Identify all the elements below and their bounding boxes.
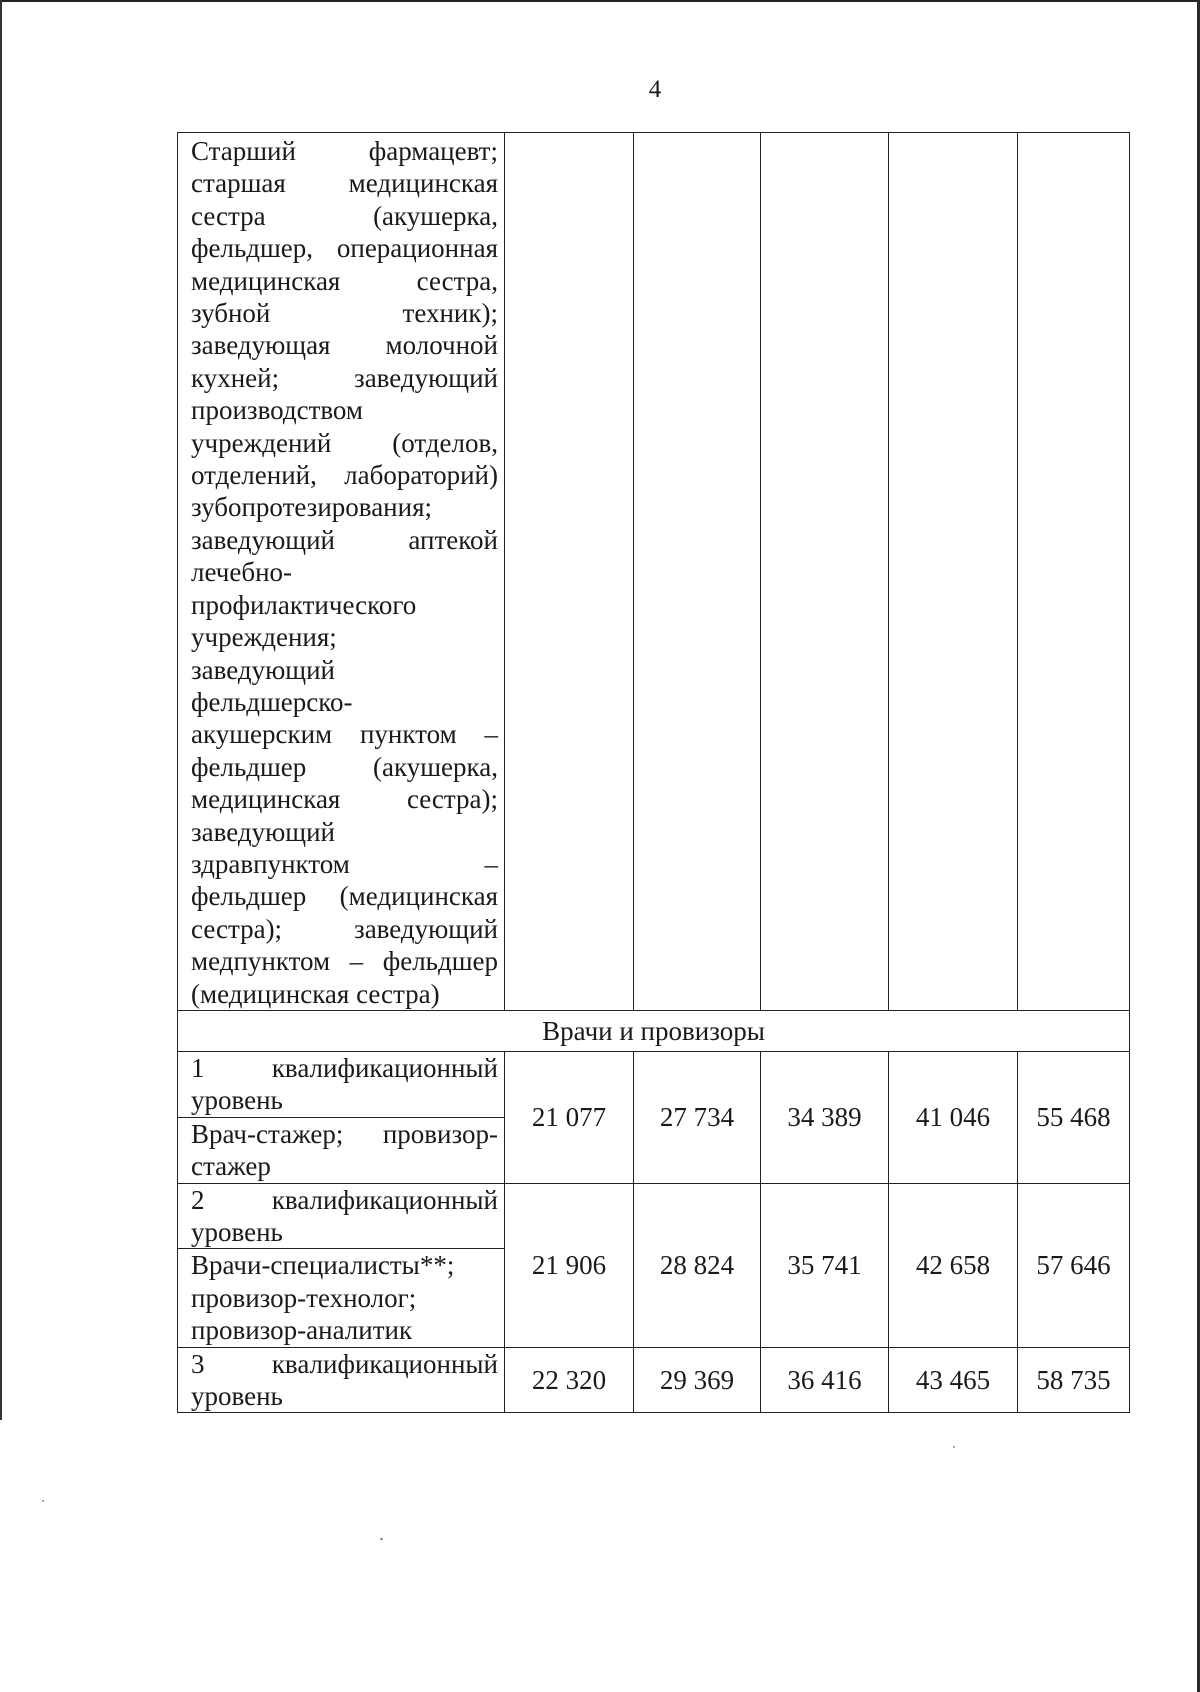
level-3-value-1: 22 320: [505, 1347, 634, 1413]
scan-speck: [380, 1538, 383, 1540]
position-line: фельдшер (акушерка,: [191, 751, 498, 782]
value-cell: [761, 133, 889, 1011]
level-2-value-2: 28 824: [634, 1183, 761, 1347]
scan-edge-left: [0, 0, 2, 1420]
position-line: профилактического: [191, 589, 417, 620]
position-line: (медицинская сестра): [191, 978, 440, 1009]
level-1-posts: Врач-стажер; провизор-стажер: [191, 1118, 498, 1182]
level-1-value-2: 27 734: [634, 1051, 761, 1183]
table-row-section: [178, 1010, 1130, 1051]
table-row-continuation: [178, 133, 1130, 1011]
position-line: здравпунктом –: [191, 848, 498, 879]
level-1-cell: [178, 1051, 505, 1183]
scan-speck: [42, 1500, 44, 1502]
position-line: учреждений (отделов,: [191, 427, 498, 458]
table-row-level-2: [178, 1183, 1130, 1347]
position-line: зубной техник);: [191, 298, 498, 329]
level-1-value-4: 41 046: [889, 1051, 1018, 1183]
position-line: медицинская сестра,: [191, 265, 498, 296]
level-3-value-3: 36 416: [761, 1347, 889, 1413]
position-line: лечебно-: [191, 557, 293, 588]
position-line: медпунктом – фельдшер: [191, 946, 498, 977]
position-line: сестра); заведующий: [191, 913, 498, 944]
position-line: зубопротезирования;: [191, 492, 432, 523]
scan-edge-top: [0, 0, 1200, 2]
value-cell: [505, 133, 634, 1011]
position-line: акушерским пунктом –: [191, 719, 498, 750]
value-cell: [1018, 133, 1130, 1011]
level-1-value-3: 34 389: [761, 1051, 889, 1183]
position-line: сестра (акушерка,: [191, 200, 498, 231]
position-line: отделений, лабораторий): [191, 460, 498, 491]
position-line: старшая медицинская: [191, 168, 498, 199]
level-2-cell: [178, 1183, 505, 1347]
position-line: заведующий: [191, 816, 335, 847]
position-line: медицинская сестра);: [191, 784, 498, 815]
position-list-cell: [178, 133, 505, 1011]
position-line: производством: [191, 395, 364, 426]
level-2-value-4: 42 658: [889, 1183, 1018, 1347]
scan-speck: [953, 1446, 955, 1448]
salary-table: [177, 132, 1130, 1413]
level-1-label: 1 квалификационный уровень: [178, 1052, 504, 1118]
value-cell: [634, 133, 761, 1011]
level-2-label: 2 квалификационный уровень: [178, 1184, 504, 1250]
level-1-value-1: 21 077: [505, 1051, 634, 1183]
value-cell: [889, 133, 1018, 1011]
level-2-value-3: 35 741: [761, 1183, 889, 1347]
table-row-level-3: [178, 1347, 1130, 1413]
position-line: фельдшер, операционная: [191, 233, 498, 264]
level-3-cell: [178, 1347, 505, 1413]
page-number: 4: [648, 76, 662, 103]
section-title: Врачи и провизоры: [178, 1010, 1130, 1051]
position-line: фельдшер (медицинская: [191, 881, 498, 912]
position-line: Старший фармацевт;: [191, 136, 498, 166]
level-1-value-5: 55 468: [1018, 1051, 1130, 1183]
level-3-label: 3 квалификационный уровень: [191, 1348, 498, 1412]
level-3-value-5: 58 735: [1018, 1347, 1130, 1413]
level-2-posts: Врачи-специалисты**; провизор-технолог; провизор-аналитик: [191, 1250, 455, 1346]
position-line: кухней; заведующий: [191, 362, 498, 393]
table-row-level-1: [178, 1051, 1130, 1183]
level-3-value-4: 43 465: [889, 1347, 1018, 1413]
position-line: заведующий аптекой: [191, 524, 498, 555]
position-line: фельдшерско-: [191, 686, 353, 717]
level-2-value-1: 21 906: [505, 1183, 634, 1347]
level-2-value-5: 57 646: [1018, 1183, 1130, 1347]
position-line: заведующий: [191, 654, 335, 685]
position-line: заведующая молочной: [191, 330, 498, 361]
level-3-value-2: 29 369: [634, 1347, 761, 1413]
position-line: учреждения;: [191, 622, 337, 653]
